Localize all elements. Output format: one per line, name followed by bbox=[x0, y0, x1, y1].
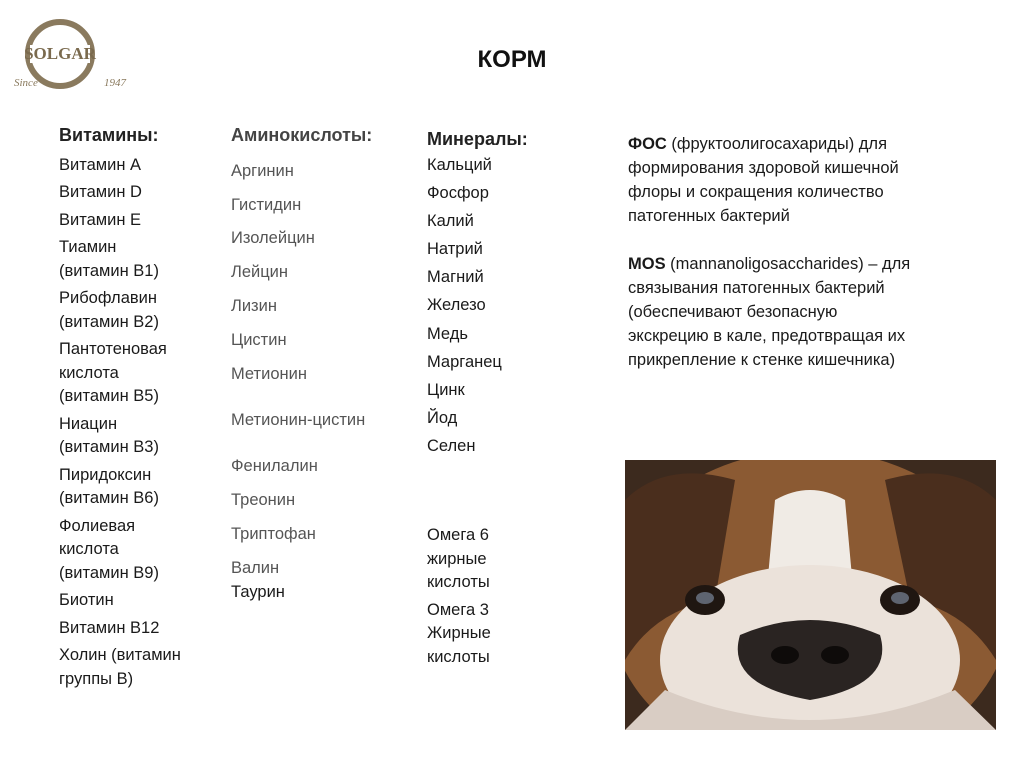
bulldog-photo bbox=[625, 460, 996, 730]
amino-item: Фенилалин bbox=[231, 457, 318, 475]
amino-item: Метионин bbox=[231, 365, 307, 383]
fos-term: ФОС bbox=[628, 135, 667, 153]
mineral-item: Калий bbox=[427, 211, 474, 230]
mos-term: MOS bbox=[628, 255, 666, 273]
svg-text:1947: 1947 bbox=[104, 77, 126, 89]
vitamin-item: Холин (витамин группы В) bbox=[59, 646, 181, 688]
notes-block bbox=[628, 132, 928, 396]
amino-item: Треонин bbox=[231, 491, 296, 509]
mineral-item: Кальций bbox=[427, 155, 492, 174]
amino-column bbox=[231, 124, 421, 601]
mos-note bbox=[628, 252, 918, 372]
mineral-item: Фосфор bbox=[427, 183, 489, 202]
vitamin-item: Пантотеновая кислота (витамин В5) bbox=[59, 340, 167, 405]
mineral-item: Цинк bbox=[427, 381, 465, 399]
svg-text:Since: Since bbox=[14, 77, 38, 89]
vitamin-item: Витамин Е bbox=[59, 210, 142, 229]
vitamin-item: Ниацин (витамин В3) bbox=[59, 414, 159, 456]
amino-item: Таурин bbox=[231, 583, 285, 601]
page-title: КОРМ bbox=[477, 46, 547, 73]
amino-item: Триптофан bbox=[231, 525, 316, 543]
vitamin-item: Витамин А bbox=[59, 155, 142, 174]
omega-column bbox=[427, 524, 547, 673]
minerals-column bbox=[427, 128, 587, 464]
omega-item: Омега 6 жирные кислоты bbox=[427, 526, 490, 591]
amino-item: Аргинин bbox=[231, 162, 294, 180]
amino-item: Валин bbox=[231, 559, 280, 577]
vitamins-column bbox=[59, 124, 219, 695]
mineral-item: Йод bbox=[427, 409, 458, 428]
amino-item: Лизин bbox=[231, 297, 277, 315]
omega-item: Омега 3 Жирные кислоты bbox=[427, 600, 491, 666]
mineral-item: Магний bbox=[427, 268, 484, 287]
mineral-item: Селен bbox=[427, 437, 476, 456]
amino-item: Гистидин bbox=[231, 196, 302, 214]
mineral-item: Железо bbox=[427, 296, 486, 315]
mineral-item: Натрий bbox=[427, 240, 483, 259]
vitamin-item: Биотин bbox=[59, 591, 114, 609]
vitamin-item: Фолиевая кислота (витамин В9) bbox=[59, 516, 159, 582]
vitamins-heading: Витамины: bbox=[59, 125, 159, 145]
amino-item: Изолейцин bbox=[231, 229, 315, 247]
mos-text: (mannanoligosaccharides) – для связывания патогенных бактерий (обеспечивают безопасную экскрецию в кале, предотвращая их прикрепление к стенке кишечника) bbox=[628, 255, 911, 369]
fos-note bbox=[628, 132, 928, 228]
amino-heading: Аминокислоты: bbox=[231, 125, 373, 145]
mineral-item: Медь bbox=[427, 324, 468, 343]
vitamin-item: Рибофлавин (витамин В2) bbox=[59, 289, 159, 331]
minerals-heading: Минералы: bbox=[427, 129, 528, 149]
vitamin-item: Витамин В12 bbox=[59, 618, 160, 637]
amino-item: Лейцин bbox=[231, 263, 289, 281]
amino-item: Метионин-цистин bbox=[231, 411, 366, 429]
mineral-item: Марганец bbox=[427, 352, 502, 371]
vitamin-item: Тиамин (витамин В1) bbox=[59, 238, 159, 280]
svg-text:SOLGAR: SOLGAR bbox=[24, 44, 96, 63]
vitamin-item: Витамин D bbox=[59, 183, 142, 201]
vitamin-item: Пиридоксин (витамин В6) bbox=[59, 465, 159, 507]
fos-text: (фруктоолигосахариды) для формирования здоровой кишечной флоры и сокращения количество патогенных бактерий bbox=[628, 135, 899, 225]
amino-item: Цистин bbox=[231, 331, 287, 349]
